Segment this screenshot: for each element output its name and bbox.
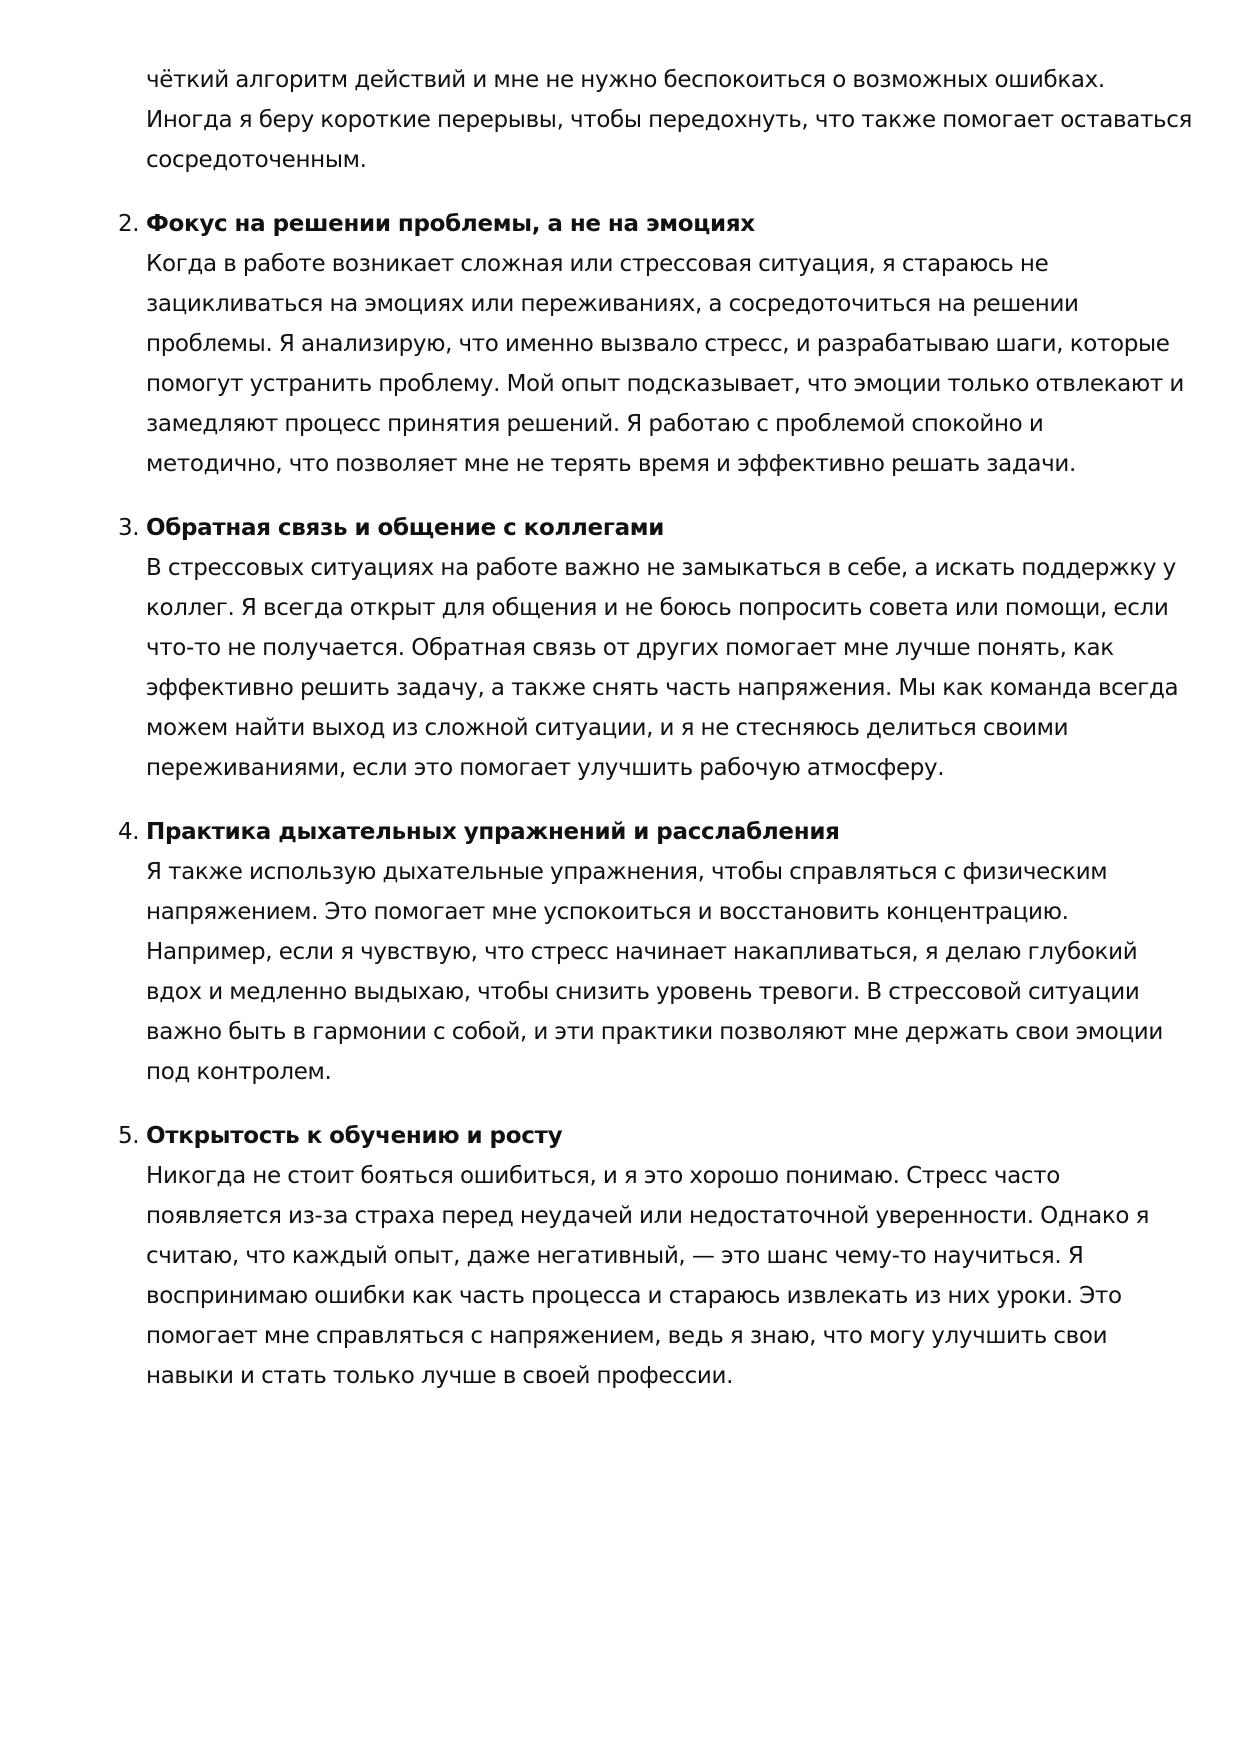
paragraph-line: проблемы. Я анализирую, что именно вызвало стресс, и разрабатываю шаги, которые (146, 331, 1170, 357)
paragraph-line: эффективно решить задачу, а также снять часть напряжения. Мы как команда всегда (146, 675, 1179, 701)
list-item-heading: Практика дыхательных упражнений и расслабления (146, 819, 840, 845)
paragraph-line: воспринимаю ошибки как часть процесса и стараюсь извлекать из них уроки. Это (146, 1283, 1122, 1309)
paragraph-line: коллег. Я всегда открыт для общения и не боюсь попросить совета или помощи, если (146, 595, 1169, 621)
paragraph-line: под контролем. (146, 1059, 332, 1085)
paragraph-line: появляется из-за страха перед неудачей или недостаточной уверенности. Однако я (146, 1203, 1150, 1229)
list-item-body (146, 244, 1184, 484)
paragraph-line: переживаниями, если это помогает улучшить рабочую атмосферу. (146, 755, 945, 781)
list-item-heading: Обратная связь и общение с коллегами (146, 515, 665, 541)
paragraph-line: методично, что позволяет мне не терять время и эффективно решать задачи. (146, 451, 1076, 477)
paragraph-line: Никогда не стоит бояться ошибиться, и я это хорошо понимаю. Стресс часто (146, 1163, 1060, 1189)
list-item-body (146, 852, 1163, 1092)
paragraph-line: зацикливаться на эмоциях или переживаниях, а сосредоточиться на решении (146, 291, 1079, 317)
list-item-number: 4. (118, 819, 140, 845)
paragraph-line: напряжением. Это помогает мне успокоиться и восстановить концентрацию. (146, 899, 1069, 925)
paragraph-line: важно быть в гармонии с собой, и эти практики позволяют мне держать свои эмоции (146, 1019, 1164, 1045)
paragraph-line: Когда в работе возникает сложная или стрессовая ситуация, я стараюсь не (146, 251, 1049, 277)
list-item-body (146, 548, 1178, 788)
list-item-heading: Фокус на решении проблемы, а не на эмоциях (146, 211, 755, 237)
paragraph-line: чёткий алгоритм действий и мне не нужно беспокоиться о возможных ошибках. (146, 67, 1105, 93)
paragraph-line: считаю, что каждый опыт, даже негативный, — это шанс чему-то научиться. Я (146, 1243, 1084, 1269)
paragraph-line: навыки и стать только лучше в своей профессии. (146, 1363, 734, 1389)
list-item-body (146, 1156, 1149, 1396)
paragraph-line: В стрессовых ситуациях на работе важно не замыкаться в себе, а искать поддержку у (146, 555, 1176, 581)
paragraph-line: что-то не получается. Обратная связь от других помогает мне лучше понять, как (146, 635, 1114, 661)
paragraph-line: Я также использую дыхательные упражнения, чтобы справляться с физическим (146, 859, 1108, 885)
paragraph-line: Иногда я беру короткие перерывы, чтобы передохнуть, что также помогает оставаться (146, 107, 1192, 133)
list-item-number: 5. (118, 1123, 140, 1149)
list-item-number: 2. (118, 211, 140, 237)
paragraph-line: можем найти выход из сложной ситуации, и я не стесняюсь делиться своими (146, 715, 1069, 741)
list-item-number: 3. (118, 515, 140, 541)
paragraph-line: вдох и медленно выдыхаю, чтобы снизить уровень тревоги. В стрессовой ситуации (146, 979, 1140, 1005)
list-item-heading: Открытость к обучению и росту (146, 1123, 563, 1149)
paragraph-line: помогает мне справляться с напряжением, ведь я знаю, что могу улучшить свои (146, 1323, 1108, 1349)
intro-paragraph (146, 60, 1192, 180)
paragraph-line: замедляют процесс принятия решений. Я работаю с проблемой спокойно и (146, 411, 1044, 437)
paragraph-line: Например, если я чувствую, что стресс начинает накапливаться, я делаю глубокий (146, 939, 1138, 965)
paragraph-line: помогут устранить проблему. Мой опыт подсказывает, что эмоции только отвлекают и (146, 371, 1185, 397)
paragraph-line: сосредоточенным. (146, 147, 367, 173)
